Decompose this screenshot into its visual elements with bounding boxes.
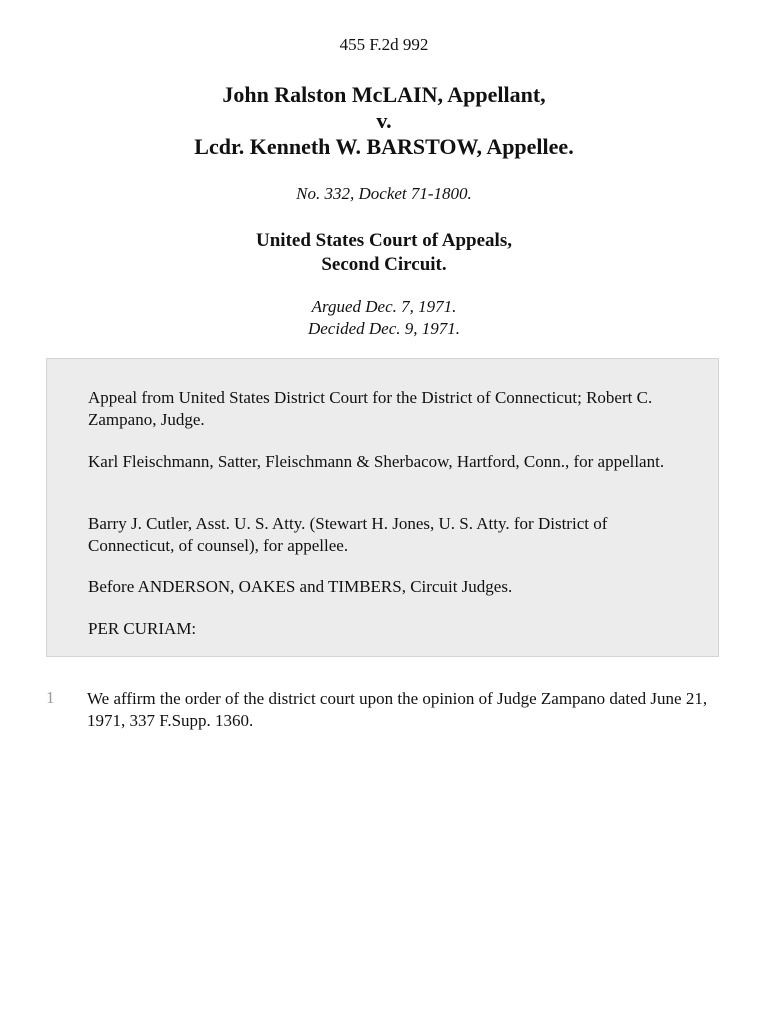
decided-date: Decided Dec. 9, 1971. <box>307 319 460 338</box>
court-name <box>0 229 768 277</box>
headnote-box <box>46 358 719 657</box>
versus-line: v. <box>376 108 392 133</box>
appeal-from-text: Appeal from United States District Court for the District of Connecticut; Robert C. Zampano, Judge. <box>88 388 653 429</box>
paragraph-text: We affirm the order of the district court upon the opinion of Judge Zampano dated June 21, 1971, 337 F.Supp. 1360. <box>87 689 708 730</box>
docket-number: No. 332, Docket 71-1800. <box>296 184 472 203</box>
appellee-counsel-text: Barry J. Cutler, Asst. U. S. Atty. (Stewart H. Jones, U. S. Atty. for District of Connecticut, of counsel), for appellee. <box>88 514 608 555</box>
court-name-line-2: Second Circuit. <box>321 254 447 275</box>
case-dates <box>0 296 768 340</box>
court-name-line-1: United States Court of Appeals, <box>256 230 512 251</box>
per-curiam-label: PER CURIAM: <box>88 619 197 638</box>
paragraph-number: 1 <box>46 688 55 707</box>
appellant-line: John Ralston McLAIN, Appellant, <box>222 82 546 107</box>
case-caption <box>0 82 768 160</box>
argued-date: Argued Dec. 7, 1971. <box>311 297 457 316</box>
case-citation: 455 F.2d 992 <box>339 35 429 54</box>
panel-judges-text: Before ANDERSON, OAKES and TIMBERS, Circuit Judges. <box>88 577 513 596</box>
appellee-line: Lcdr. Kenneth W. BARSTOW, Appellee. <box>194 134 574 159</box>
appellant-counsel-text: Karl Fleischmann, Satter, Fleischmann & Sherbacow, Hartford, Conn., for appellant. <box>88 452 665 471</box>
